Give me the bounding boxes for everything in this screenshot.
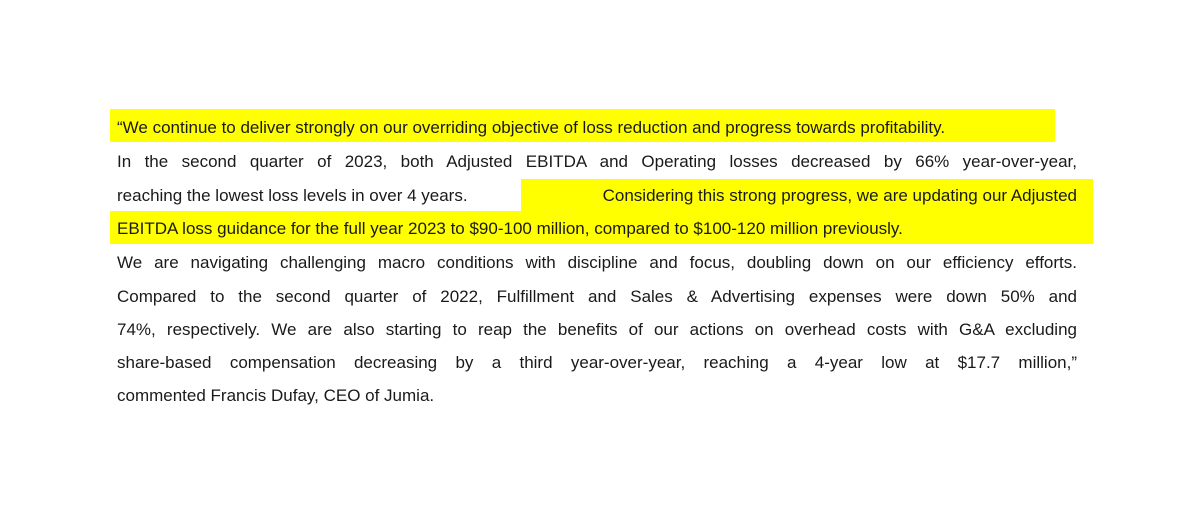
quote-line-1: “We continue to deliver strongly on our overriding objective of loss reduction and progress towards profitability. — [117, 118, 946, 137]
quote-line-2: In the second quarter of 2023, both Adjusted EBITDA and Operating losses decreased by 66% year-over-year, — [117, 152, 1077, 171]
quote-line-3b: Considering this strong progress, we are updating our Adjusted — [602, 186, 1077, 205]
quote-line-7: 74%, respectively. We are also starting to reap the benefits of our actions on overhead costs with G&A excluding — [117, 320, 1077, 339]
quote-line-5: We are navigating challenging macro conditions with discipline and focus, doubling down on our efficiency efforts. — [117, 253, 1077, 272]
quote-line-4: EBITDA loss guidance for the full year 2023 to $90-100 million, compared to $100-120 million previously. — [117, 219, 903, 238]
quote-line-6: Compared to the second quarter of 2022, Fulfillment and Sales & Advertising expenses were down 50% and — [117, 287, 1077, 306]
quote-line-3a: reaching the lowest loss levels in over 4 years. — [117, 186, 468, 205]
quote-line-9: commented Francis Dufay, CEO of Jumia. — [117, 386, 435, 405]
quote-line-8: share-based compensation decreasing by a third year-over-year, reaching a 4-year low at $17.7 million,” — [117, 353, 1077, 372]
